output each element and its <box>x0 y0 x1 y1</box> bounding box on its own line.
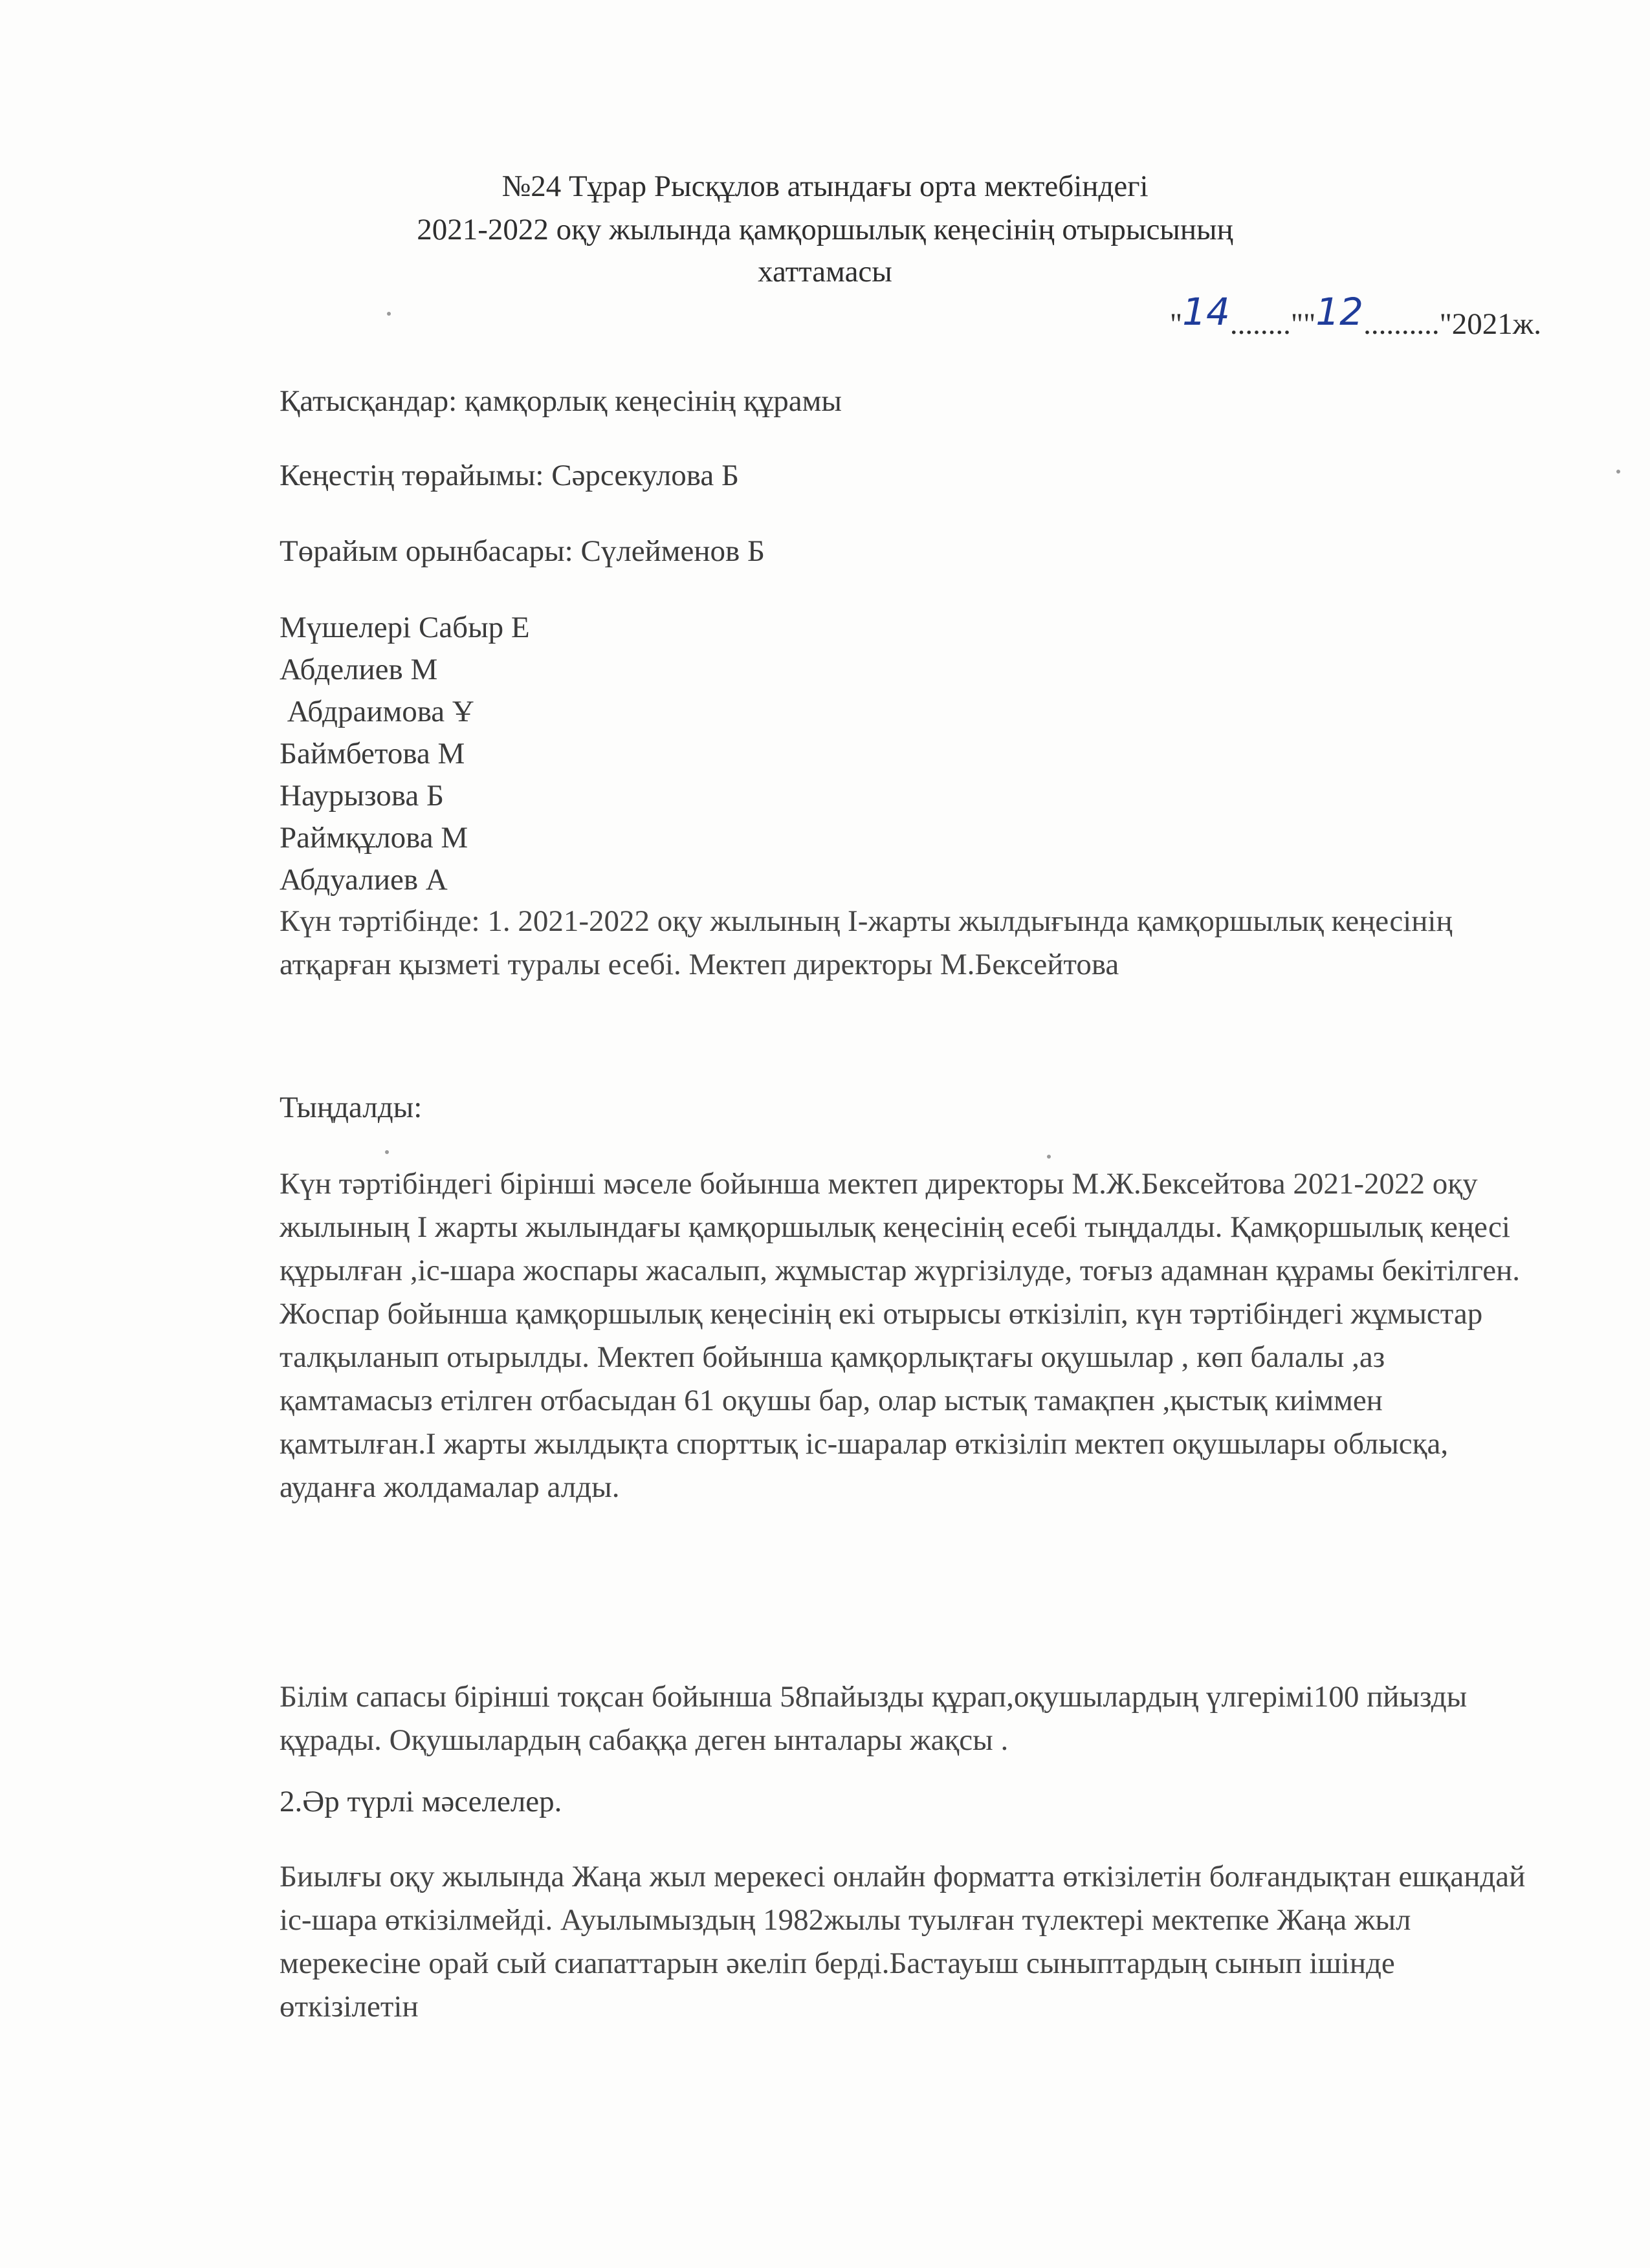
scan-speck <box>1047 1155 1051 1159</box>
member-item: Абдуалиев А <box>280 863 448 897</box>
date-open-quote: " <box>1169 307 1183 341</box>
scan-speck <box>387 312 391 316</box>
handwritten-day: 14 <box>1182 290 1230 334</box>
misc-paragraph: Биылғы оқу жылында Жаңа жыл мерекесі онлайн форматта өткізілетін болғандықтан ешқандай іс-шара өткізілмейді. Ауылымыздың 1982жылы туылған түлектері мектепке Жаңа жыл мерекесіне орай сый сиапаттарын әкеліп берді.Бастауыш сыныптардың сынып ішінде өткізілетін <box>280 1860 1526 2023</box>
document-title-line-2: 2021-2022 оқу жылында қамқоршылық кеңесінің отырысының <box>417 213 1233 246</box>
document-title-line-3: хаттамасы <box>758 255 892 289</box>
document-title-line-1: №24 Тұрар Рысқұлов атындағы орта мектебіндегі <box>501 169 1149 203</box>
agenda-paragraph: Күн тәртібінде: 1. 2021-2022 оқу жылының І-жарты жылдығында қамқоршылық кеңесінің атқарған қызметі туралы есебі. Мектеп директоры М.Бексейтова <box>280 904 1453 981</box>
listened-label: Тыңдалды: <box>280 1091 423 1124</box>
member-item: Наурызова Б <box>280 779 444 812</box>
member-item: Баймбетова М <box>280 737 465 770</box>
deputy-chairman-line: Төрайым орынбасары: Сүлейменов Б <box>280 534 765 568</box>
scan-speck <box>385 1150 389 1154</box>
report-paragraph: Күн тәртібіндегі бірінші мәселе бойынша мектеп директоры М.Ж.Бексейтова 2021-2022 оқу жылының І жарты жылындағы қамқоршылық кеңесінің есебі тыңдалды. Қамқоршылық кеңесі құрылған ,іс-шара жоспары жасалып, жұмыстар жүргізілуде, тоғыз адамнан құрамы бекітілген. Жоспар бойынша қамқоршылық кеңесінің екі отырысы өткізіліп, күн тәртібіндегі жұмыстар талқыланып отырылды. Мектеп бойынша қамқорлықтағы оқушылар , көп балалы ,аз қамтамасыз етілген отбасыдан 61 оқушы бар, олар ыстық тамақпен ,қыстық киіммен қамтылған.І жарты жылдықта спорттық іс-шаралар өткізіліп мектеп оқушылары облысқа, ауданға жолдамалар алды. <box>280 1167 1521 1504</box>
quality-paragraph: Білім сапасы бірінші тоқсан бойынша 58пайызды құрап,оқушылардың үлгерімі100 пйызды құрады. Оқушылардың сабаққа деген ынталары жақсы . <box>280 1680 1468 1757</box>
member-item: Раймқұлова М <box>280 821 468 855</box>
scan-speck <box>1616 470 1620 474</box>
participants-line: Қатысқандар: қамқорлық кеңесінің құрамы <box>280 384 842 418</box>
member-item: Абделиев М <box>280 653 438 686</box>
member-item: Абдраимова Ұ <box>280 695 474 728</box>
date-year: "2021ж. <box>1439 307 1541 341</box>
protocol-date <box>1169 290 1541 343</box>
date-month-dots: .......... <box>1363 307 1440 341</box>
date-separator: "" <box>1290 307 1316 341</box>
member-item: Мүшелері Сабыр Е <box>280 611 530 644</box>
chairman-line: Кеңестің төрайымы: Сәрсекулова Б <box>280 459 739 492</box>
handwritten-month: 12 <box>1315 290 1364 334</box>
date-day-dots: ........ <box>1229 307 1291 341</box>
agenda-item-2-heading: 2.Әр түрлі мәселелер. <box>280 1785 562 1818</box>
